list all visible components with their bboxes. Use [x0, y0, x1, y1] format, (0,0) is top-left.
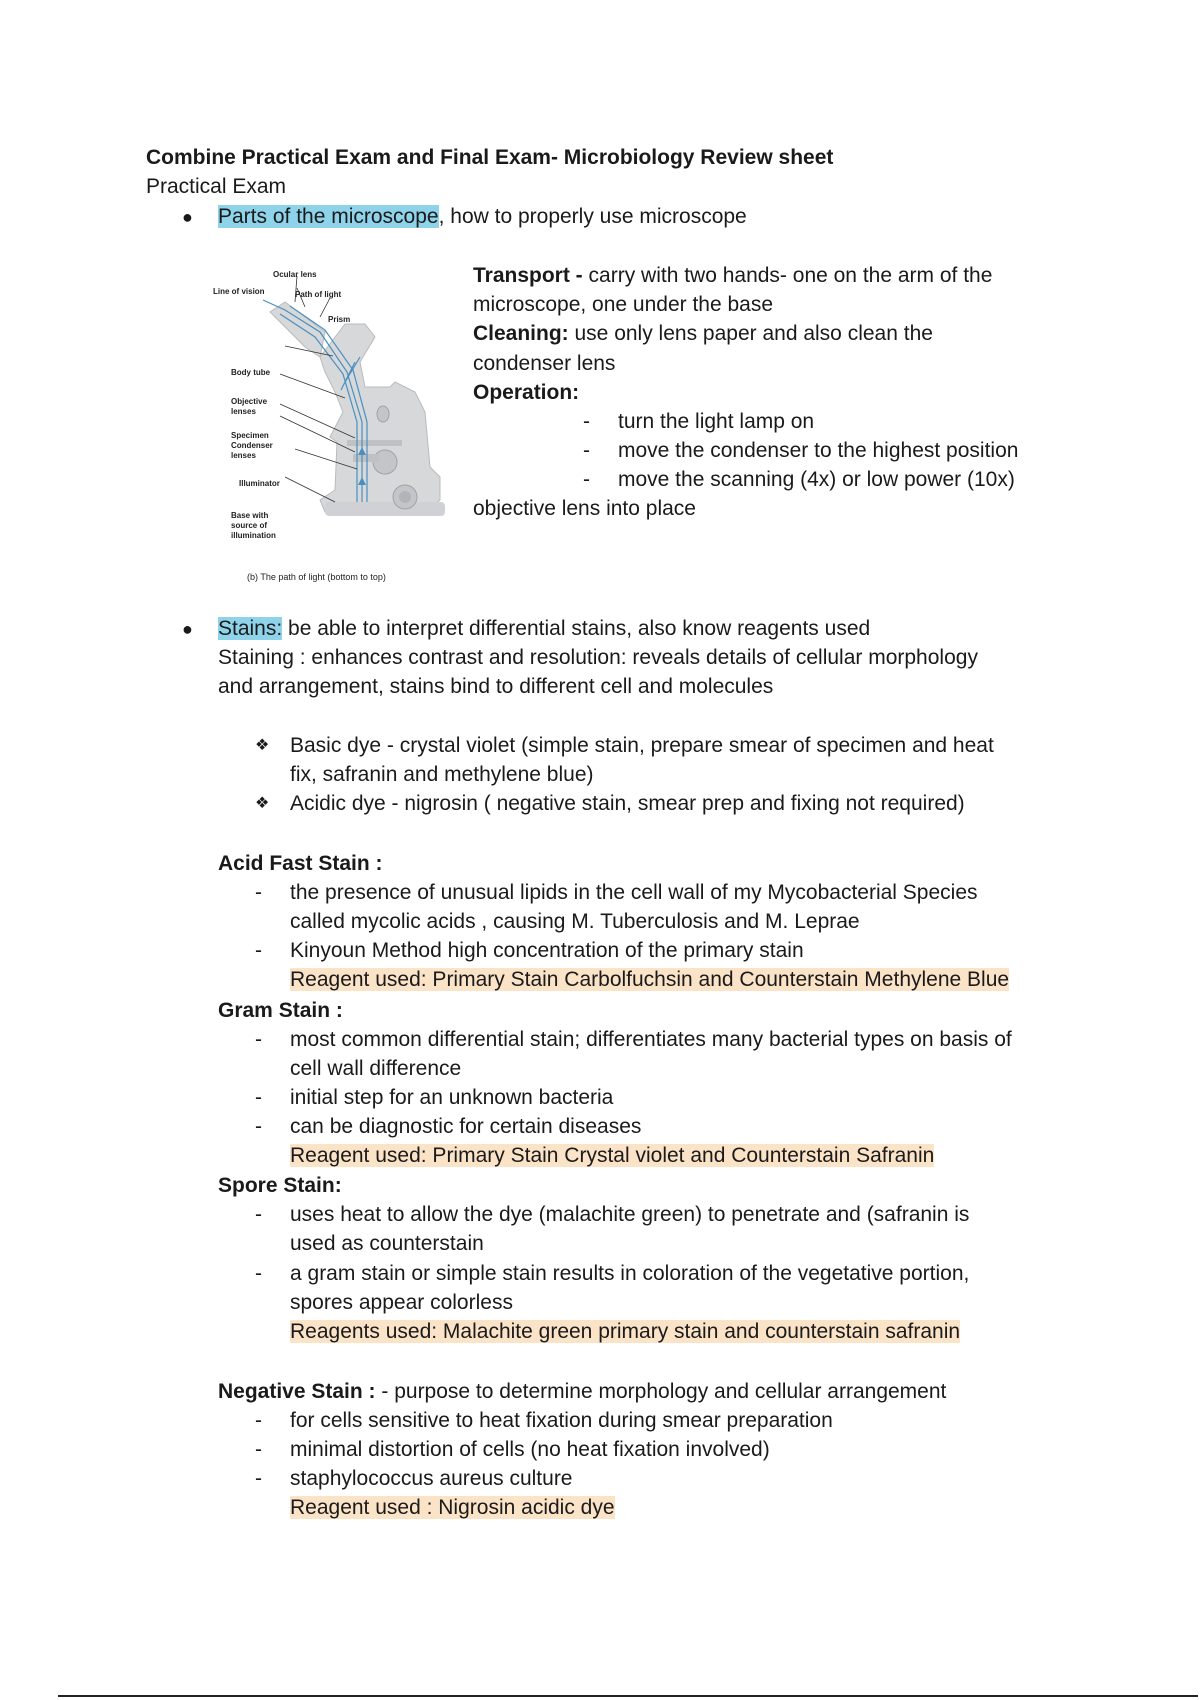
dash-icon: - [583, 410, 590, 433]
label-condenser: Condenser [231, 441, 273, 450]
gram-item: most common differential stain; differentiates many bacterial types on basis of [290, 1028, 1012, 1051]
operation-item: move the condenser to the highest position [618, 439, 1019, 462]
label-objective-lenses: lenses [231, 407, 256, 416]
dye-item-cont: fix, safranin and methylene blue) [290, 763, 594, 786]
operation-label: Operation: [473, 381, 580, 404]
staining-description: Staining : enhances contrast and resolution: reveals details of cellular morphology [218, 646, 978, 669]
acid-fast-item-cont: called mycolic acids , causing M. Tuberculosis and M. Leprae [290, 910, 860, 933]
spore-item: a gram stain or simple stain results in coloration of the vegetative portion, [290, 1262, 970, 1285]
operation-item: move the scanning (4x) or low power (10x) [618, 468, 1015, 491]
spore-item-cont: spores appear colorless [290, 1291, 513, 1314]
bullet-icon: ● [182, 619, 193, 639]
label-path-of-light: Path of light [295, 290, 342, 299]
label-line-of-vision: Line of vision [213, 287, 265, 296]
gram-reagent [290, 1142, 934, 1170]
dash-icon: - [583, 468, 590, 491]
reagent-highlight: Reagent used: Primary Stain Crystal violet and Counterstain Safranin [290, 1144, 935, 1167]
label-illumination: illumination [231, 531, 276, 540]
acid-fast-item: Kinyoun Method high concentration of the primary stain [290, 939, 804, 962]
stains-bullet-text: be able to interpret differential stains, also know reagents used [282, 617, 871, 640]
operation-item: turn the light lamp on [618, 410, 815, 433]
reagent-highlight: Reagent used: Primary Stain Carbolfuchsin and Counterstain Methylene Blue [290, 968, 1010, 991]
label-ocular-lens: Ocular lens [273, 270, 317, 279]
cleaning-text-cont: condenser lens [473, 352, 616, 375]
section-heading-practical-exam: Practical Exam [146, 175, 287, 198]
staining-description-cont: and arrangement, stains bind to different cell and molecules [218, 675, 774, 698]
spore-heading: Spore Stain: [218, 1174, 342, 1197]
spore-reagent [290, 1318, 960, 1346]
operation-tail: objective lens into place [473, 497, 696, 520]
microscope-bullet [218, 203, 747, 231]
dash-icon: - [255, 1086, 262, 1109]
label-condenser-lenses: lenses [231, 451, 256, 460]
acid-fast-reagent [290, 966, 1009, 994]
dash-icon: - [255, 1262, 262, 1285]
gram-item: can be diagnostic for certain diseases [290, 1115, 642, 1138]
dash-icon: - [255, 939, 262, 962]
negative-item: staphylococcus aureus culture [290, 1467, 573, 1490]
document-title: Combine Practical Exam and Final Exam- Microbiology Review sheet [146, 146, 834, 169]
microscope-bullet-text: , how to properly use microscope [438, 205, 747, 228]
negative-heading-text: - purpose to determine morphology and cellular arrangement [375, 1380, 947, 1403]
acid-fast-heading: Acid Fast Stain : [218, 852, 383, 875]
dash-icon: - [255, 1115, 262, 1138]
spore-item-cont: used as counterstain [290, 1232, 484, 1255]
dye-item: Acidic dye - nigrosin ( negative stain, smear prep and fixing not required) [290, 792, 965, 815]
reagent-highlight: Reagent used : Nigrosin acidic dye [290, 1496, 615, 1519]
cleaning-text: use only lens paper and also clean the [568, 322, 933, 345]
microscope-diagram [213, 262, 460, 592]
transport-text: carry with two hands- one on the arm of the [582, 264, 993, 287]
microscope-highlight: Parts of the microscope [218, 205, 439, 228]
label-objective: Objective [231, 397, 268, 406]
dash-icon: - [255, 1028, 262, 1051]
diamond-bullet-icon: ❖ [255, 795, 270, 812]
figure-caption: (b) The path of light (bottom to top) [247, 572, 386, 582]
gram-heading: Gram Stain : [218, 999, 343, 1022]
transport-label: Transport - [473, 264, 583, 287]
dash-icon: - [255, 881, 262, 904]
label-specimen: Specimen [231, 431, 269, 440]
dye-item: Basic dye - crystal violet (simple stain, prepare smear of specimen and heat [290, 734, 994, 757]
cleaning-label: Cleaning: [473, 322, 569, 345]
dash-icon: - [583, 439, 590, 462]
dash-icon: - [255, 1203, 262, 1226]
diamond-bullet-icon: ❖ [255, 737, 270, 754]
cleaning-line [473, 320, 933, 348]
transport-line [473, 262, 992, 290]
spore-item: uses heat to allow the dye (malachite green) to penetrate and (safranin is [290, 1203, 970, 1226]
dash-icon: - [255, 1409, 262, 1432]
label-prism: Prism [328, 315, 351, 324]
negative-item: minimal distortion of cells (no heat fixation involved) [290, 1438, 770, 1461]
negative-item: for cells sensitive to heat fixation during smear preparation [290, 1409, 833, 1432]
dash-icon: - [255, 1467, 262, 1490]
negative-heading-line [218, 1378, 946, 1406]
label-base-with: Base with [231, 511, 269, 520]
stains-highlight: Stains: [218, 617, 283, 640]
label-body-tube: Body tube [231, 368, 271, 377]
label-illuminator: Illuminator [239, 479, 280, 488]
page-bottom-rule [58, 1695, 1198, 1697]
negative-heading: Negative Stain : [218, 1380, 376, 1403]
stains-bullet [218, 615, 870, 643]
gram-item: initial step for an unknown bacteria [290, 1086, 614, 1109]
negative-reagent [290, 1494, 615, 1522]
reagent-highlight: Reagents used: Malachite green primary stain and counterstain safranin [290, 1320, 961, 1343]
bullet-icon: ● [182, 207, 193, 227]
gram-item-cont: cell wall difference [290, 1057, 462, 1080]
label-source-of: source of [231, 521, 268, 530]
transport-text-cont: microscope, one under the base [473, 293, 774, 316]
acid-fast-item: the presence of unusual lipids in the cell wall of my Mycobacterial Species [290, 881, 978, 904]
dash-icon: - [255, 1438, 262, 1461]
